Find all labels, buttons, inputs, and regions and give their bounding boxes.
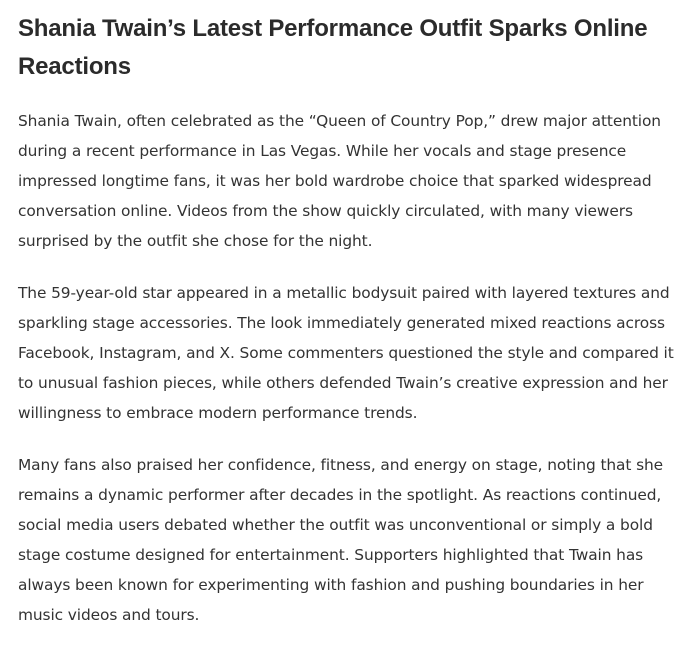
- article-title: Shania Twain’s Latest Performance Outfit Sparks Online Reactions: [18, 15, 648, 80]
- article-paragraph-3: Many fans also praised her confidence, fitness, and energy on stage, noting that she remains a dynamic performer after decades in the spotlight. As reactions continued, social media users debated whether the outfit was unconventional or simply a bold stage costume designed for entertainment. Supporters highlighted that Twain has always been known for experimenting with fashion and pushing boundaries in her music videos and tours.: [18, 456, 664, 624]
- article-paragraph-2: The 59-year-old star appeared in a metallic bodysuit paired with layered textures and sparkling stage accessories. The look immediately generated mixed reactions across Facebook, Instagram, and X. Some commenters questioned the style and compared it to unusual fashion pieces, while others defended Twain’s creative expression and her willingness to embrace modern performance trends.: [18, 284, 674, 422]
- article-paragraph-1: Shania Twain, often celebrated as the “Queen of Country Pop,” drew major attention during a recent performance in Las Vegas. While her vocals and stage presence impressed longtime fans, it was her bold wardrobe choice that sparked widespread conversation online. Videos from the show quickly circulated, with many viewers surprised by the outfit she chose for the night.: [18, 112, 661, 250]
